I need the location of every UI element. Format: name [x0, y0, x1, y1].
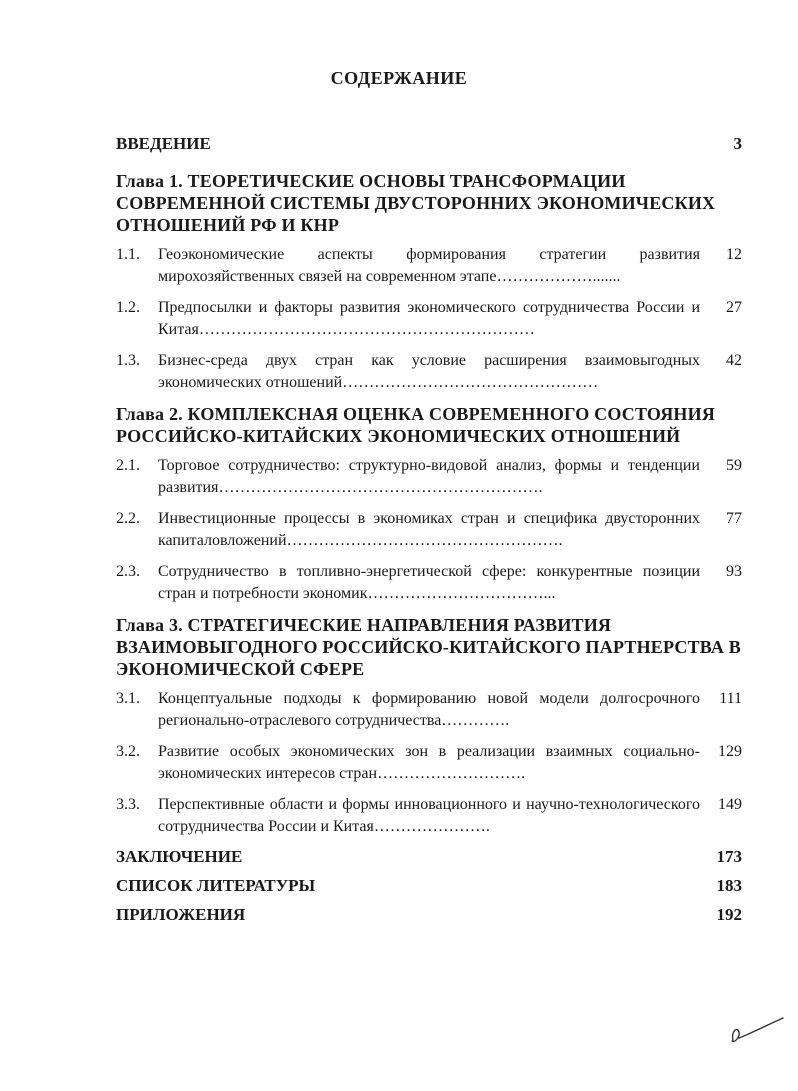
section-page: 42	[726, 352, 742, 369]
chapter-2-title: Глава 2. КОМПЛЕКСНАЯ ОЦЕНКА СОВРЕМЕННОГО СОСТОЯНИЯ РОССИЙСКО-КИТАЙСКИХ ЭКОНОМИЧЕСКИХ ОТНОШЕНИЙ	[116, 404, 716, 446]
section-page: 129	[718, 743, 742, 760]
section-page: 149	[718, 796, 742, 813]
toc-entry-label: ВВЕДЕНИЕ	[116, 134, 211, 153]
section-page: 27	[726, 299, 742, 316]
section-page: 12	[726, 246, 742, 263]
section-leader-dots: ………….	[441, 712, 510, 729]
toc-entry-conclusion	[116, 847, 742, 876]
toc-section	[116, 455, 742, 499]
section-number: 3.3.	[116, 796, 140, 813]
section-title: Геоэкономические аспекты формирования стратегии развития мирохозяйственных связей на современном этапе	[158, 246, 700, 285]
toc-entry-appendices	[116, 905, 742, 934]
chapter-1-title: Глава 1. ТЕОРЕТИЧЕСКИЕ ОСНОВЫ ТРАНСФОРМАЦИИ СОВРЕМЕННОЙ СИСТЕМЫ ДВУСТОРОННИХ ЭКОНОМИЧЕСКИХ ОТНОШЕНИЙ РФ И КНР	[116, 171, 716, 235]
section-number: 3.1.	[116, 690, 140, 707]
chapter-3-title: Глава 3. СТРАТЕГИЧЕСКИЕ НАПРАВЛЕНИЯ РАЗВИТИЯ ВЗАИМОВЫГОДНОГО РОССИЙСКО-КИТАЙСКОГО ПАРТНЕРСТВА В ЭКОНОМИЧЕСКОЙ СФЕРЕ	[116, 615, 741, 679]
section-number: 2.1.	[116, 457, 140, 474]
toc-section	[116, 688, 742, 732]
toc-entry-page: 173	[716, 847, 742, 866]
section-number: 1.3.	[116, 352, 140, 369]
toc-entry-label: ПРИЛОЖЕНИЯ	[116, 905, 246, 924]
toc-section	[116, 794, 742, 838]
section-title: Торговое сотрудничество: структурно-видовой анализ, формы и тенденции развития	[158, 457, 700, 496]
toc-entry-label: СПИСОК ЛИТЕРАТУРЫ	[116, 876, 316, 895]
page-title: СОДЕРЖАНИЕ	[330, 68, 468, 88]
toc-entry-intro	[116, 134, 742, 164]
section-title: Сотрудничество в топливно-энергетической сфере: конкурентные позиции стран и потребности экономик	[158, 563, 700, 602]
section-leader-dots: ………………….	[373, 818, 490, 835]
section-title: Бизнес-среда двух стран как условие расширения взаимовыгодных экономических отношений	[158, 352, 700, 391]
section-number: 2.2.	[116, 510, 140, 527]
section-page: 111	[719, 690, 742, 707]
section-leader-dots: ……………….......	[496, 268, 621, 285]
toc-section	[116, 297, 742, 341]
toc-entry-references	[116, 876, 742, 905]
section-leader-dots: ……………………….	[377, 765, 526, 782]
section-title: Развитие особых экономических зон в реализации взаимных социально-экономических интересов стран	[158, 743, 700, 782]
section-title: Инвестиционные процессы в экономиках стран и специфика двусторонних капиталовложений	[158, 510, 700, 549]
section-number: 2.3.	[116, 563, 140, 580]
section-number: 1.1.	[116, 246, 140, 263]
toc-entry-page: 192	[716, 905, 742, 924]
section-leader-dots: …………………………………………………….	[218, 479, 543, 496]
section-title: Концептуальные подходы к формированию новой модели долгосрочного регионально-отраслевого сотрудничества	[158, 690, 700, 729]
section-page: 93	[726, 563, 742, 580]
table-of-contents	[116, 134, 742, 934]
toc-section	[116, 508, 742, 552]
toc-entry-page: 3	[733, 134, 742, 153]
section-leader-dots: …………………………………………	[342, 374, 599, 391]
section-leader-dots: ……………………………...	[367, 585, 556, 602]
section-page: 59	[726, 457, 742, 474]
toc-entry-label: ЗАКЛЮЧЕНИЕ	[116, 847, 243, 866]
handwritten-signature	[727, 1010, 787, 1050]
section-leader-dots: …………………………………………….	[286, 532, 563, 549]
section-number: 1.2.	[116, 299, 140, 316]
toc-section	[116, 350, 742, 394]
section-title: Перспективные области и формы инновационного и научно-технологического сотрудничества России и Китая	[158, 796, 700, 835]
toc-section	[116, 561, 742, 605]
section-leader-dots: ………………………………………………………	[198, 321, 535, 338]
toc-entry-page: 183	[716, 876, 742, 895]
section-title: Предпосылки и факторы развития экономического сотрудничества России и Китая	[158, 299, 700, 338]
toc-section	[116, 741, 742, 785]
toc-section	[116, 244, 742, 288]
section-number: 3.2.	[116, 743, 140, 760]
section-page: 77	[726, 510, 742, 527]
